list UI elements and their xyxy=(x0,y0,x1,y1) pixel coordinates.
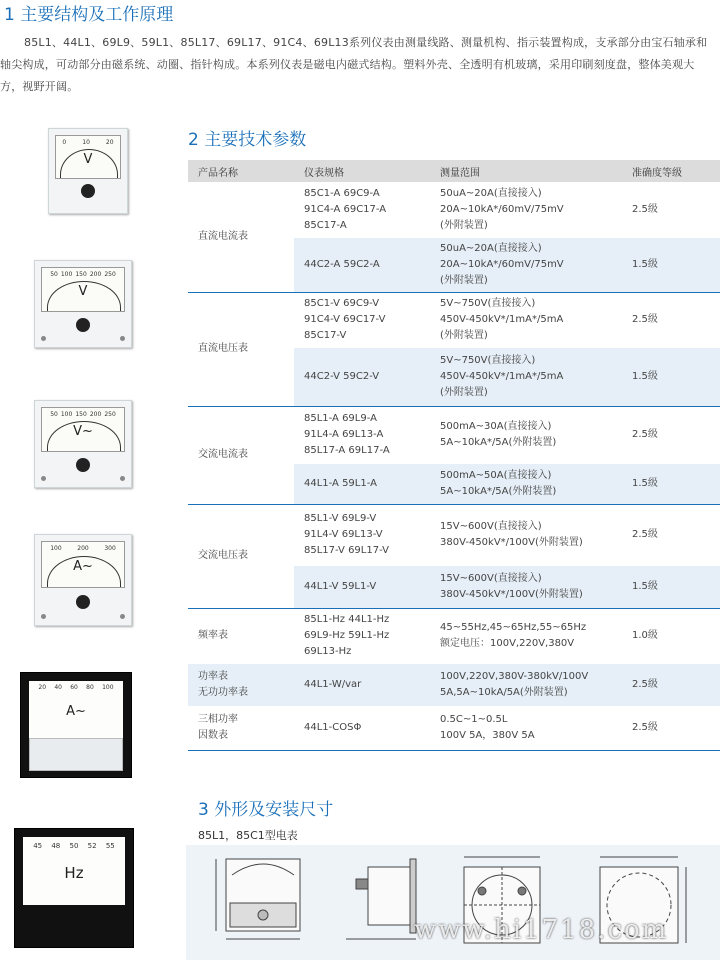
zero-adjust-knob xyxy=(76,458,90,472)
range-cell: 100V,220V,380V-380kV/100V 5A,5A~10kA/5A(外附装置) xyxy=(430,664,622,706)
spec-cell: 44L1-V 59L1-V xyxy=(294,566,430,608)
figure-caption: 85L1，85C1型电表 xyxy=(198,829,298,842)
column-header: 仪表规格 xyxy=(294,160,430,182)
range-cell: 5V~750V(直接接入) 450V-450kV*/1mA*/5mA (外附装置) xyxy=(430,348,622,406)
product-name: 交流电流表 xyxy=(188,406,294,504)
table-row xyxy=(188,504,720,566)
grade-cell: 2.5级 xyxy=(622,664,720,706)
table-row xyxy=(188,292,720,348)
meter-scale: 20 40 60 80 100 xyxy=(38,684,114,692)
table-row xyxy=(188,608,720,664)
meter-image-5 xyxy=(20,672,132,778)
grade-cell: 2.5级 xyxy=(622,292,720,348)
zero-adjust-knob xyxy=(81,184,95,198)
spec-table xyxy=(188,160,720,752)
meter-image-4 xyxy=(34,534,132,626)
range-cell: 50uA~20A(直接接入) 20A~10kA*/60mV/75mV (外附装置) xyxy=(430,238,622,292)
product-name: 直流电流表 xyxy=(198,230,248,242)
table-header-row xyxy=(188,160,720,182)
meter-image-3 xyxy=(34,400,132,488)
section2-title: 2 主要技术参数 xyxy=(188,130,307,150)
watermark: www.hi1718.com xyxy=(414,915,669,945)
range-cell: 0.5C~1~0.5L 100V 5A，380V 5A xyxy=(440,713,535,741)
product-name: 功率表 无功功率表 xyxy=(188,664,294,706)
grade-cell: 1.5级 xyxy=(622,464,720,504)
column-header: 测量范围 xyxy=(430,160,622,182)
grade-cell: 1.5级 xyxy=(622,566,720,608)
meter-unit: A~ xyxy=(66,703,86,719)
meter-scale: 50 100 150 200 250 xyxy=(50,270,116,278)
range-cell: 15V~600V(直接接入) 380V-450kV*/100V(外附装置) xyxy=(430,566,622,608)
spec-cell: 44L1-A 59L1-A xyxy=(294,464,430,504)
meter-image-6 xyxy=(14,828,134,948)
meter-unit: V xyxy=(78,284,88,300)
spec-cell: 85L1-V 69L9-V 91L4-V 69L13-V 85L17-V 69L17-V xyxy=(294,504,430,566)
range-cell: 15V~600V(直接接入) 380V-450kV*/100V(外附装置) xyxy=(430,504,622,566)
meter-image-1 xyxy=(48,128,128,214)
spec-cell: 44C2-A 59C2-A xyxy=(294,238,430,292)
grade-cell: 2.5级 xyxy=(632,204,658,215)
grade-cell: 2.5级 xyxy=(632,721,658,733)
meter-scale: 45 48 50 52 55 xyxy=(33,842,115,851)
product-name: 直流电压表 xyxy=(188,292,294,406)
table-row xyxy=(188,664,720,706)
meter-unit: Hz xyxy=(64,864,84,883)
grade-cell: 1.5级 xyxy=(622,238,720,292)
spec-cell: 44L1-COSΦ xyxy=(304,721,362,733)
meter-unit: A~ xyxy=(73,559,93,575)
spec-cell: 85L1-Hz 44L1-Hz 69L9-Hz 59L1-Hz 69L13-Hz xyxy=(294,608,430,664)
table-row xyxy=(188,182,720,238)
front-view-drawing xyxy=(216,859,300,939)
product-name: 交流电压表 xyxy=(188,504,294,608)
spec-cell: 44C2-V 59C2-V xyxy=(294,348,430,406)
range-cell: 500mA~30A(直接接入) 5A~10kA*/5A(外附装置) xyxy=(430,406,622,464)
table-row xyxy=(188,406,720,464)
zero-adjust-knob xyxy=(76,318,90,332)
grade-cell: 1.5级 xyxy=(622,348,720,406)
column-header: 产品名称 xyxy=(188,160,294,182)
meter-image-2 xyxy=(34,260,132,348)
product-name: 三相功率 因数表 xyxy=(198,713,238,741)
meter-unit: V~ xyxy=(73,424,93,440)
grade-cell: 2.5级 xyxy=(622,406,720,464)
table-bottom-rule xyxy=(188,750,720,752)
range-cell: 500mA~50A(直接接入) 5A~10kA*/5A(外附装置) xyxy=(430,464,622,504)
section1-text: 85L1、44L1、69L9、59L1、85L17、69L17、91C4、69L13系列仪表由测量线路、测量机构、指示装置构成，支承部分由宝石轴承和轴尖构成，可动部分由磁系统、动圈、指针构成。本系列仪表是磁电内磁式结构。塑料外壳、全透明有机玻璃，采用印刷刻度盘，整体美观大方，视野开阔。 xyxy=(0,36,708,93)
grade-cell: 2.5级 xyxy=(622,504,720,566)
section1-title: 1 主要结构及工作原理 xyxy=(4,5,174,25)
column-header: 准确度等级 xyxy=(622,160,720,182)
meter-unit: V xyxy=(83,151,93,167)
spec-cell: 85C1-A 69C9-A 91C4-A 69C17-A 85C17-A xyxy=(304,188,387,231)
section3-title: 3 外形及安装尺寸 xyxy=(198,800,334,820)
product-name: 频率表 xyxy=(188,608,294,664)
range-cell: 5V~750V(直接接入) 450V-450kV*/1mA*/5mA (外附装置) xyxy=(430,292,622,348)
range-cell: 45~55Hz,45~65Hz,55~65Hz 额定电压：100V,220V,380V xyxy=(430,608,622,664)
zero-adjust-knob xyxy=(76,595,90,609)
meter-scale: 0 10 20 xyxy=(62,138,114,146)
spec-cell: 85C1-V 69C9-V 91C4-V 69C17-V 85C17-V xyxy=(294,292,430,348)
meter-scale: 100 200 300 xyxy=(50,544,116,552)
range-cell: 50uA~20A(直接接入) 20A~10kA*/60mV/75mV (外附装置) xyxy=(440,188,564,231)
meter-scale: 50 100 150 200 250 xyxy=(50,410,116,418)
side-view-drawing xyxy=(346,859,416,939)
spec-cell: 44L1-W/var xyxy=(294,664,430,706)
spec-cell: 85L1-A 69L9-A 91L4-A 69L13-A 85L17-A 69L17-A xyxy=(294,406,430,464)
grade-cell: 1.0级 xyxy=(622,608,720,664)
table-row xyxy=(188,706,720,750)
